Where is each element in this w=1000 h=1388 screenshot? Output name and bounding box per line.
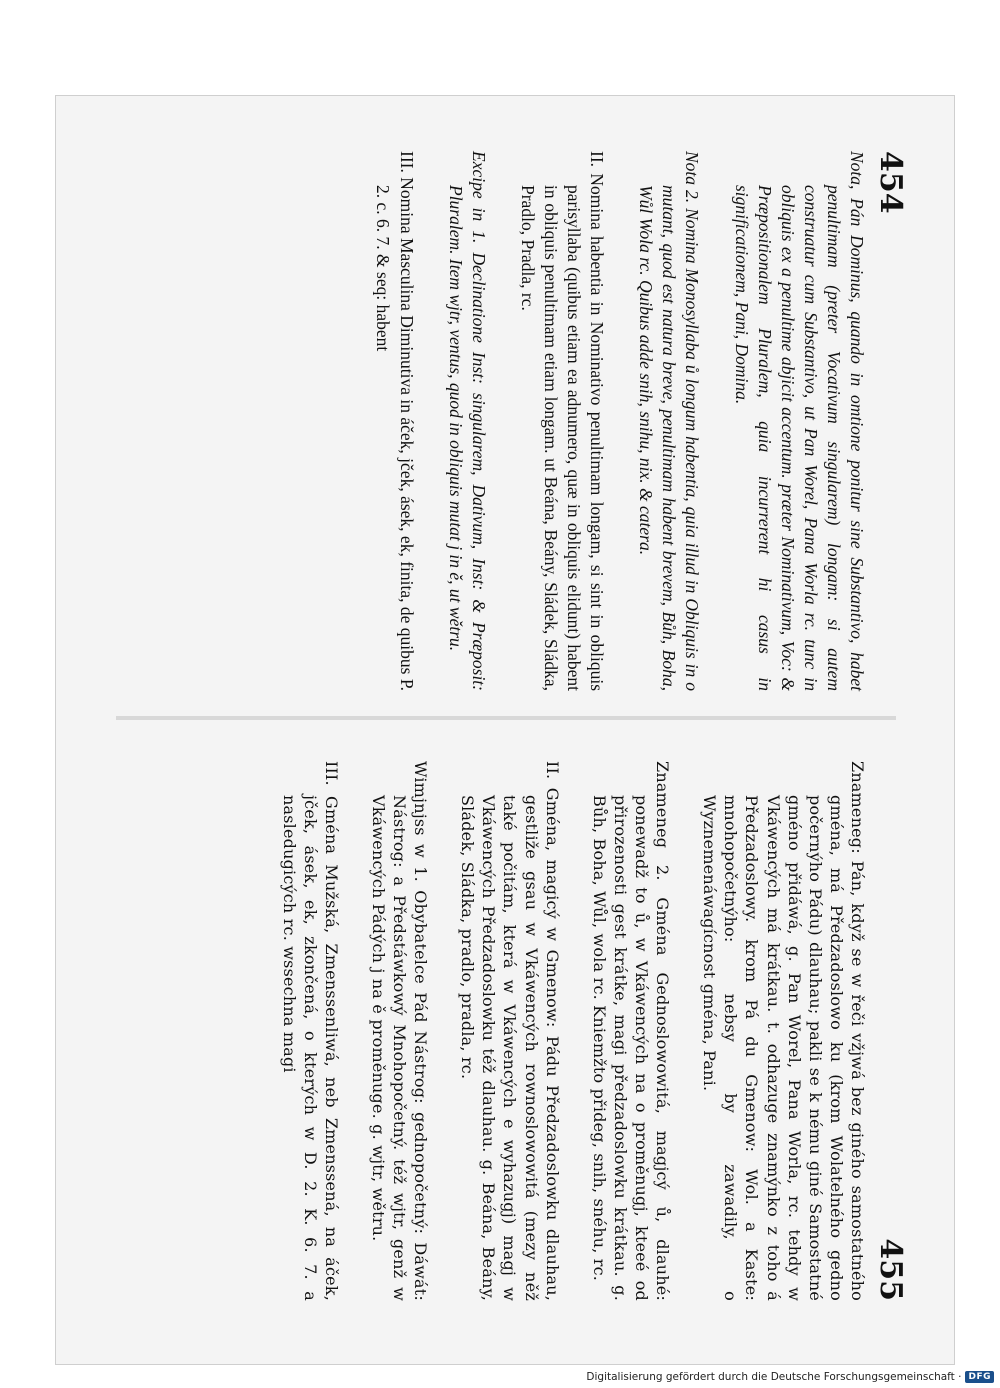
dfg-logo-icon: DFG xyxy=(965,1371,994,1383)
left-nota-1: Nota, Pán Dominus, quando in omtione ponitur sine Substantivo, habet penultimam (preter Vocativum singularem) longam: si autem construatur cum Substantivo, ut Pan Worel, Pana Worla rc. tunc in obliquis ex a penultime abjicit accentum. præter Nominativum, Voc: & Præpositionalem Pluralem, quia incurrerent hi casus in significationem, Pani, Domina. xyxy=(731,151,867,691)
left-rule-2: II. Nomina habentia in Nominativo penultimam longam, si sint in obliquis parisyllaba (quibus etiam ea adnumero, quæ in obliquis elidunt) habent in obliquis penultimam etiam longam. ut Beána, Beány, Sládek, Sládka, Pradlo, Pradla, rc. xyxy=(517,151,608,691)
book-spread xyxy=(96,141,916,1321)
right-page xyxy=(96,751,916,1311)
left-rule-3: III. Nomina Masculina Diminutiva in áček, jček, ásek, ek, finita, de quibus P. 2. c. 6. 7. & seq: habent xyxy=(373,151,417,691)
left-page-number: 454 xyxy=(873,151,908,214)
right-page-number: 455 xyxy=(873,1238,908,1301)
left-excipe: Excipe in 1. Declinatione Inst: singularem, Dativum, Inst: & Præposit: Pluralem. Item wjtr, ventus, quod in obliquis mutat j in ě, ut wětru. xyxy=(445,151,489,691)
right-znameneg-2: Znameneg 2. Gména Gednoslowowitá, magjcý ů, dlauhé: ponewadž to ů, w Vkáwencých na o proměnugj, kteeé od přirozenosti gest krátke, magi předzadoslowku krátkau. g. Bůh, Boha, Wůl, wola rc. Kniemžto přideg, snih, snéhu, rc. xyxy=(589,761,673,1301)
book-gutter xyxy=(116,716,896,720)
right-column xyxy=(252,761,868,1301)
footer-text: Digitalisierung gefördert durch die Deutsche Forschungsgemeinschaft · xyxy=(586,1371,962,1383)
right-znameneg-1: Znameneg: Pán, když se w řeči vžjwá bez giného samostatného gména, má Předzadoslowo ku (krom Wolatelného gedno počernýho Pádu) dlauhau; pakli se k nému giné Samostatné gméno přidáwá, g. Pan Worel, Pana Worla, rc. tehdy w Vkáwencých má krátkau. t. odhazuge znamýnko z toho á Předzadoslowy. krom Pá du Gmenow: Wol. a Kaste: mnohopočetnýho: nebsy by zawadily, o Wyznemenáwagícnost gména, Pani. xyxy=(700,761,867,1301)
left-page xyxy=(96,141,916,701)
scanned-page-image xyxy=(55,95,955,1365)
right-rule-3: III. Gména Mužská, Zmenssenliwá, neb Zmenssená, na áček, jček, ásek, ek, zkončená, o kterých w D. 2. K. 6. 7. a nasledugicých rc. wssechna magi xyxy=(279,761,341,1301)
left-column xyxy=(345,151,868,691)
right-rule-2: II. Gména, magicý w Gmenow: Pádu Předzadoslowku dlauhau, gestliže gsau w Vkáwencých rownoslowowitá (mezy něž také počitám, která w Vkáwencých e wyhazugj) magj w Vkáwencých Předzadoslowku též dlauhau. g. Beána, Beány, Sládek, Sládka, pradlo, pradla, rc. xyxy=(458,761,562,1301)
funding-footer xyxy=(586,1370,994,1384)
right-wimjnjss: Wimjnjss w 1. Obybatelce Pád Nástrog: gednopočetný: Dáwát: Nástrog: a Předstáwkowý Mnohopočetný. též wjtr, genž w Vkáwencých Pádých j na ě proměnuge. g. wjtr, wětru. xyxy=(368,761,431,1301)
left-nota-2: Nota 2. Nomina Monosyllaba ů longum habentia, quia illud in Obliquis in o mutant, quod est natura breve, penultimam habent brevem, Bůh, Boha, Wůl Wola rc. Quibus adde snih, snihu, nix. & catera. xyxy=(636,151,703,691)
